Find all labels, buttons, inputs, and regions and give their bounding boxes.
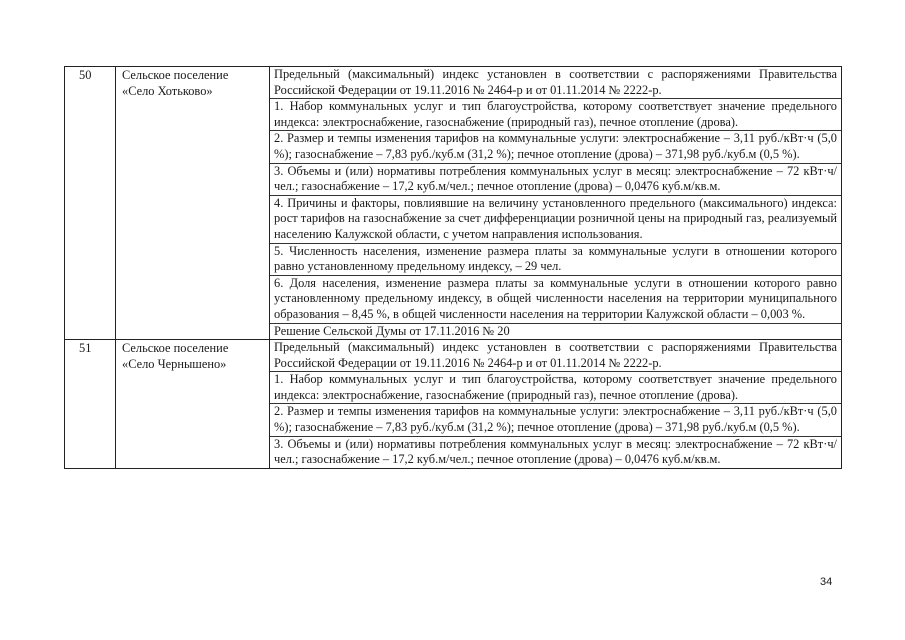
- row-details: [270, 340, 842, 469]
- detail-paragraph: 6. Доля населения, изменение размера платы за коммунальные услуги в отношении которого равно установленному предельному индексу, в общей численности населения на территории муниципального образования – 8,45 %, в общей численности населения на территории Калужской области – 0,003 %.: [270, 276, 841, 324]
- settlement-name-line: Сельское поселение: [122, 68, 229, 82]
- page-number: 34: [820, 576, 833, 588]
- detail-paragraph: 2. Размер и темпы изменения тарифов на коммунальные услуги: электроснабжение – 3,11 руб./кВт·ч (5,0 %); газоснабжение – 7,83 руб./куб.м (31,2 %); печное отопление (дрова) – 371,98 руб./куб.м (0,5 %).: [270, 404, 841, 436]
- detail-paragraph: Предельный (максимальный) индекс установлен в соответствии с распоряжениями Правительства Российской Федерации от 19.11.2016 № 2464-р и от 01.11.2014 № 2222-р.: [270, 340, 841, 372]
- detail-paragraph: 1. Набор коммунальных услуг и тип благоустройства, которому соответствует значение предельного индекса: электроснабжение, газоснабжение (природный газ), печное отопление (дрова).: [270, 99, 841, 131]
- detail-paragraph: 4. Причины и факторы, повлиявшие на величину установленного предельного (максимального) индекса: рост тарифов на газоснабжение за счет дифференциации розничной цены на природный газ, реализуемый населению Калужской области, с учетом направления использования.: [270, 196, 841, 244]
- row-number: 51: [65, 340, 116, 469]
- detail-paragraph: Решение Сельской Думы от 17.11.2016 № 20: [274, 323, 510, 338]
- detail-paragraph: 5. Численность населения, изменение размера платы за коммунальные услуги в отношении которого равно установленному предельному индексу, – 29 чел.: [270, 244, 841, 276]
- settlement-name-line: Сельское поселение: [122, 341, 229, 356]
- row-details: [270, 67, 842, 340]
- settlement-name: [116, 67, 270, 340]
- detail-paragraph: 3. Объемы и (или) нормативы потребления коммунальных услуг в месяц: электроснабжение – 72 кВт·ч/чел.; газоснабжение – 17,2 куб.м/чел.; печное отопление (дрова) – 0,0476 куб.м/кв.м.: [270, 164, 841, 196]
- detail-paragraph: 3. Объемы и (или) нормативы потребления коммунальных услуг в месяц: электроснабжение – 72 кВт·ч/чел.; газоснабжение – 17,2 куб.м/чел.; печное отопление (дрова) – 0,0476 куб.м/кв.м.: [274, 436, 837, 467]
- detail-paragraph: 2. Размер и темпы изменения тарифов на коммунальные услуги: электроснабжение – 3,11 руб./кВт·ч (5,0 %); газоснабжение – 7,83 руб./куб.м (31,2 %); печное отопление (дрова) – 371,98 руб./куб.м (0,5 %).: [270, 131, 841, 163]
- table-row: [65, 67, 842, 340]
- settlement-name: [116, 340, 270, 469]
- row-number: 50: [65, 67, 116, 340]
- detail-paragraph: 1. Набор коммунальных услуг и тип благоустройства, которому соответствует значение предельного индекса: электроснабжение, газоснабжение (природный газ), печное отопление (дрова).: [270, 372, 841, 404]
- tariff-table: [64, 66, 842, 469]
- detail-paragraph: Предельный (максимальный) индекс установлен в соответствии с распоряжениями Правительства Российской Федерации от 19.11.2016 № 2464-р и от 01.11.2014 № 2222-р.: [270, 67, 841, 99]
- settlement-name-line: «Село Чернышено»: [122, 356, 227, 371]
- settlement-name-line: «Село Хотьково»: [122, 83, 213, 98]
- table-row: [65, 340, 842, 469]
